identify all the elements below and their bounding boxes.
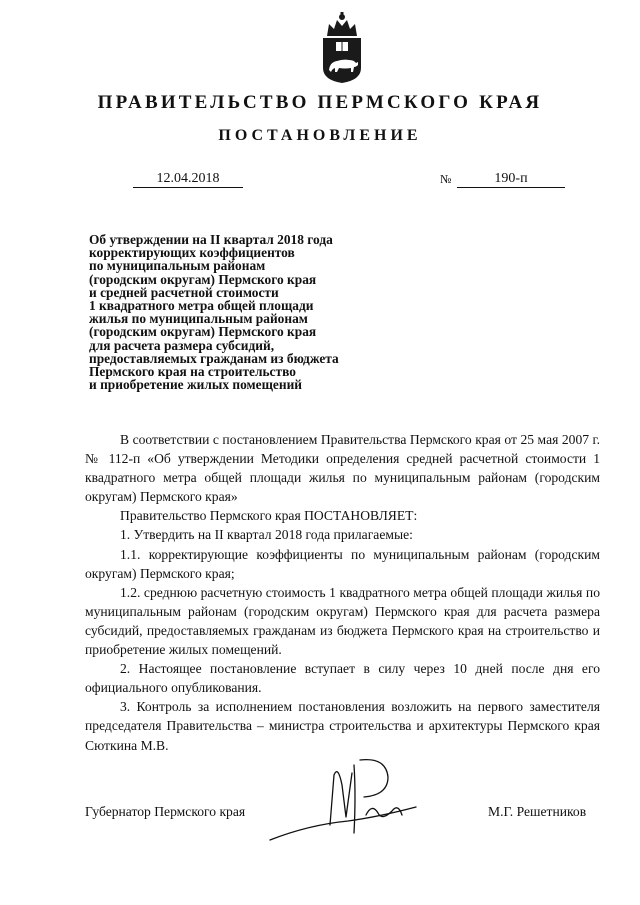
number-sign: №	[440, 172, 452, 186]
document-body	[85, 430, 600, 755]
subject-line: (городским округам) Пермского края	[89, 324, 317, 340]
subject-line: Пермского края на строительство	[89, 364, 296, 380]
subject-line: и приобретение жилых помещений	[89, 377, 303, 393]
clause-1: 1. Утвердить на II квартал 2018 года прилагаемые:	[120, 527, 413, 543]
subject-line: Об утверждении на II квартал 2018 года	[89, 232, 333, 247]
document-date: 12.04.2018	[133, 170, 243, 188]
government-title: ПРАВИТЕЛЬСТВО ПЕРМСКОГО КРАЯ	[97, 92, 543, 113]
subject-line: предоставляемых гражданам из бюджета	[89, 350, 339, 366]
document-type: ПОСТАНОВЛЕНИЕ	[218, 127, 422, 144]
signatory-name: М.Г. Решетников	[488, 804, 587, 819]
subject-line: для расчета размера субсидий,	[89, 337, 275, 353]
clause-1-1: 1.1. корректирующие коэффициенты по муниципальным районам (городским округам) Пермского края;	[85, 546, 600, 581]
subject-line: жилья по муниципальным районам	[89, 311, 308, 327]
clause-2: 2. Настоящее постановление вступает в силу через 10 дней после дня его официального опубликования.	[85, 661, 600, 696]
coat-of-arms-icon	[319, 12, 365, 84]
subject-line: и средней расчетной стоимости	[89, 284, 279, 300]
crown-icon	[327, 12, 357, 36]
document-subject	[89, 233, 389, 391]
clause-3: 3. Контроль за исполнением постановления возложить на первого заместителя председателя Правительства – министра строительства и архитектуры Пермского края Сюткина М.В.	[85, 699, 600, 753]
preamble-paragraph: В соответствии с постановлением Правительства Пермского края от 25 мая 2007 г. № 112-п «Об утверждении Методики определения средней расчетной стоимости 1 квадратного метра общей площади жилья по муниципальным районам (городским округам) Пермского края»	[85, 432, 600, 505]
subject-line: по муниципальным районам	[89, 258, 266, 274]
clause-1-2: 1.2. среднюю расчетную стоимость 1 квадратного метра общей площади жилья по муниципальным районам (городским округам) Пермского края для расчета размера субсидий, предоставляемых гражданам из бюджета Пермского края на строительство и приобретение жилых помещений.	[85, 584, 600, 658]
resolution-statement: Правительство Пермского края ПОСТАНОВЛЯЕТ:	[120, 508, 418, 524]
subject-line: корректирующих коэффициентов	[89, 245, 295, 261]
document-number: 190-п	[457, 170, 565, 188]
signatory-role: Губернатор Пермского края	[85, 804, 246, 819]
subject-line: (городским округам) Пермского края	[89, 271, 317, 287]
handwritten-signature	[268, 755, 418, 850]
subject-line: 1 квадратного метра общей площади	[89, 298, 314, 314]
